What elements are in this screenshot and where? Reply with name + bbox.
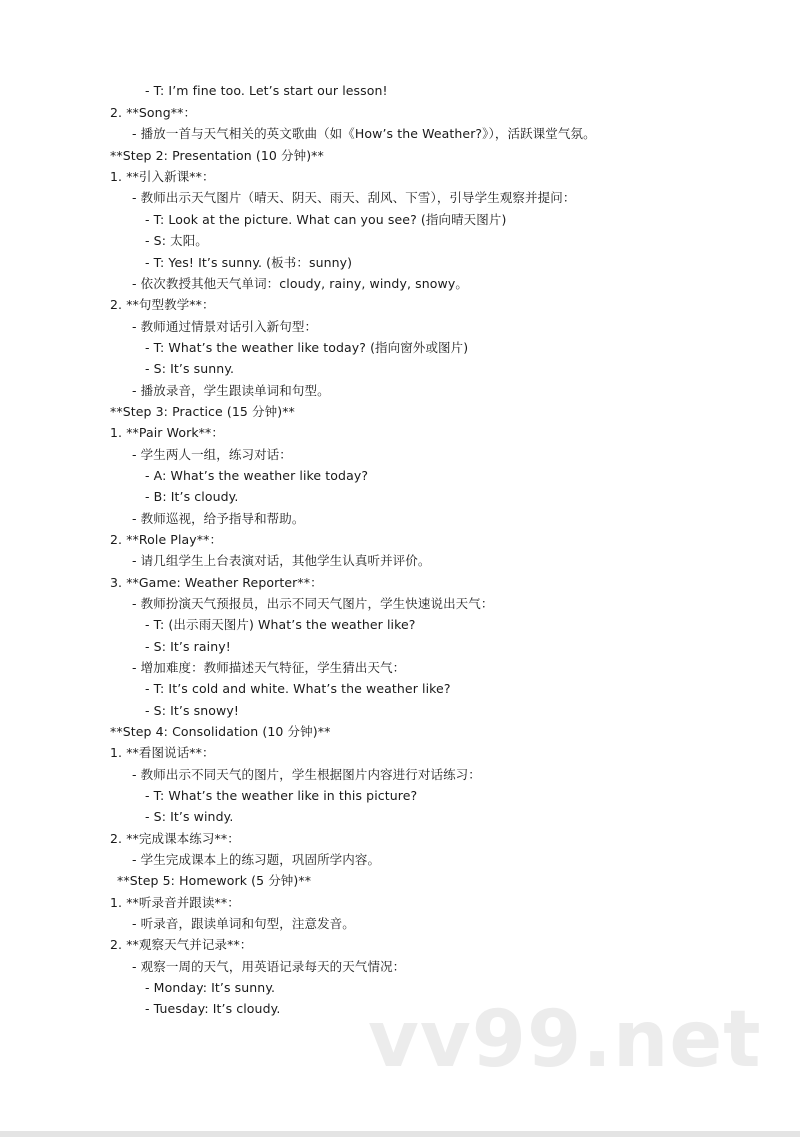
- text-line: - 教师巡视，给予指导和帮助。: [132, 511, 305, 526]
- text-line: - 教师出示不同天气的图片，学生根据图片内容进行对话练习：: [132, 767, 481, 782]
- text-line: - A: What’s the weather like today?: [145, 468, 369, 483]
- text-line: - 教师扮演天气预报员，出示不同天气图片，学生快速说出天气：: [132, 596, 494, 611]
- list-item-heading: 2. **观察天气并记录**：: [110, 937, 253, 952]
- text-line: - 请几组学生上台表演对话，其他学生认真听并评价。: [132, 553, 431, 568]
- text-line: - T: (出示雨天图片) What’s the weather like?: [145, 617, 416, 632]
- text-line: - 教师出示天气图片（晴天、阴天、雨天、刮风、下雪），引导学生观察并提问：: [132, 190, 576, 205]
- list-item-heading: 1. **Pair Work**：: [110, 425, 224, 440]
- text-line: - 听录音，跟读单词和句型，注意发音。: [132, 916, 355, 931]
- step-heading: **Step 4: Consolidation (10 分钟)**: [110, 724, 331, 739]
- list-item-heading: 2. **Song**：: [110, 105, 197, 120]
- list-item-heading: 2. **Role Play**：: [110, 532, 223, 547]
- list-item-heading: 1. **看图说话**：: [110, 745, 215, 760]
- list-item-heading: 2. **完成课本练习**：: [110, 831, 240, 846]
- step-heading: **Step 5: Homework (5 分钟)**: [117, 873, 312, 888]
- text-line: - S: It’s windy.: [145, 809, 234, 824]
- text-line: - 依次教授其他天气单词：cloudy, rainy, windy, snowy。: [132, 276, 468, 291]
- watermark: vv99.net: [368, 995, 762, 1085]
- text-line: - S: It’s sunny.: [145, 361, 235, 376]
- list-item-heading: 2. **句型教学**：: [110, 297, 215, 312]
- text-line: - 学生两人一组，练习对话：: [132, 447, 292, 462]
- step-heading: **Step 3: Practice (15 分钟)**: [110, 404, 295, 419]
- list-item-heading: 1. **听录音并跟读**：: [110, 895, 240, 910]
- text-line: - T: It’s cold and white. What’s the weather like?: [145, 681, 451, 696]
- page-bottom-edge: [0, 1131, 800, 1137]
- text-line: - T: What’s the weather like in this picture?: [145, 788, 418, 803]
- text-line: - 观察一周的天气，用英语记录每天的天气情况：: [132, 959, 406, 974]
- list-item-heading: 1. **引入新课**：: [110, 169, 215, 184]
- text-line: - 播放一首与天气相关的英文歌曲（如《How’s the Weather?》），活跃课堂气氛。: [132, 126, 596, 141]
- text-line: - T: Look at the picture. What can you see? (指向晴天图片): [145, 212, 507, 227]
- text-line: - T: What’s the weather like today? (指向窗外或图片): [145, 340, 469, 355]
- text-line: - T: Yes! It’s sunny. (板书：sunny): [145, 255, 353, 270]
- text-line: - B: It’s cloudy.: [145, 489, 239, 504]
- text-line: - S: 太阳。: [145, 233, 208, 248]
- text-line: - 教师通过情景对话引入新句型：: [132, 319, 318, 334]
- text-line: - S: It’s rainy!: [145, 639, 231, 654]
- text-line: - Monday: It’s sunny.: [145, 980, 276, 995]
- text-line: - 学生完成课本上的练习题，巩固所学内容。: [132, 852, 381, 867]
- text-line: - T: I’m fine too. Let’s start our lesson!: [145, 83, 388, 98]
- text-line: - 增加难度：教师描述天气特征，学生猜出天气：: [132, 660, 406, 675]
- step-heading: **Step 2: Presentation (10 分钟)**: [110, 148, 324, 163]
- text-line: - S: It’s snowy!: [145, 703, 239, 718]
- list-item-heading: 3. **Game: Weather Reporter**：: [110, 575, 323, 590]
- text-line: - 播放录音，学生跟读单词和句型。: [132, 383, 330, 398]
- text-line: - Tuesday: It’s cloudy.: [145, 1001, 281, 1016]
